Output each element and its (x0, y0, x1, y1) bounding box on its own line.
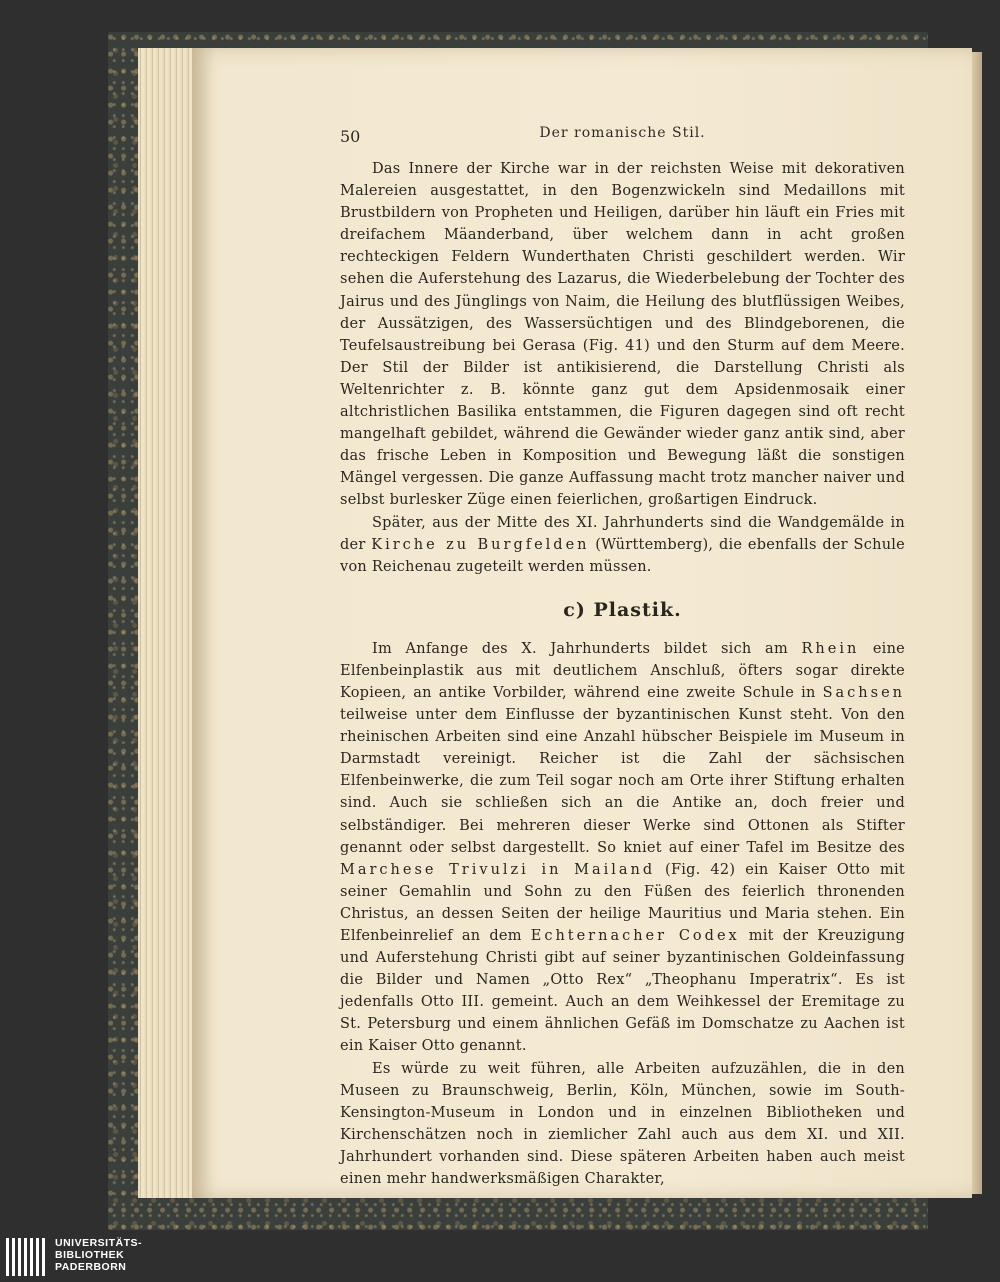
text-run: eine Elfenbeinplastik aus mit deutlichem Anschluß, öfters sogar direkte Kopieen, an antike Vorbilder, während eine zweite Schule in (340, 640, 905, 701)
spaced-place-name: Rhein (801, 640, 860, 657)
spaced-place-name: Echternacher Codex (530, 928, 740, 944)
page-right-edge (972, 52, 982, 1194)
logo-text-line: UNIVERSITÄTS- (55, 1237, 143, 1249)
page-header (340, 125, 905, 151)
logo-text-line: PADERBORN (55, 1261, 127, 1273)
text-run: mit der Kreuzigung und Auferstehung Christi gibt auf seiner byzantinischen Goldeinfassung die Bilder und Namen „Otto Rex“ „Theophanu Imperatrix“. Es ist jedenfalls Otto III. gemeint. Auch an dem Weihkessel der Eremitage zu St. Petersburg und einem ähnlichen Gefäß im Domschatze zu Aachen ist ein Kaiser Otto genannt. (340, 928, 905, 1055)
spaced-place-name: Marchese Trivulzi in Mailand (340, 861, 656, 878)
paragraph-burgfelden (340, 512, 905, 578)
running-head: Der romanische Stil. (539, 125, 706, 141)
text-run: (Württemberg), die ebenfalls der Schule von Reichenau zugeteilt werden müssen. (340, 536, 905, 575)
spaced-place-name: Kirche zu Burgfelden (371, 536, 590, 553)
page-number: 50 (340, 127, 361, 146)
library-logo-icon (6, 1238, 46, 1276)
body-text (340, 158, 905, 1190)
paragraph-museums: Es würde zu weit führen, alle Arbeiten aufzuzählen, die in den Museen zu Braunschweig, Berlin, Köln, München, sowie im South-Kensington-Museum in London und in einzelnen Bibliotheken und Kirchenschätzen noch in ziemlicher Zahl auch aus dem XI. und XII. Jahrhundert vorhanden sind. Diese späteren Arbeiten haben auch meist einen mehr handwerksmäßigen Charakter, (340, 1060, 905, 1188)
paragraph-church-interior: Das Innere der Kirche war in der reichsten Weise mit dekorativen Malereien ausgestattet, in den Bogenzwickeln sind Medaillons mit Brustbildern von Propheten und Heiligen, darüber hin läuft ein Fries mit dreifachem Mäanderband, über welchem dann in acht großen rechteckigen Feldern Wunderthaten Christi geschildert werden. Wir sehen die Auferstehung des Lazarus, die Wiederbelebung der Tochter des Jairus und des Jünglings von Naim, die Heilung des blutflüssigen Weibes, der Aussätzigen, des Wassersüchtigen und des Blindgeborenen, die Teufelsaustreibung bei Gerasa (Fig. 41) und den Sturm auf dem Meere. Der Stil der Bilder ist antikisierend, die Darstellung Christi als Weltenrichter z. B. könnte ganz gut dem Apsidenmosaik einer altchristlichen Basilika entstammen, die Figuren dagegen sind oft recht mangelhaft gebildet, während die Gewänder wieder ganz antik sind, aber das frische Leben in Komposition und Bewegung läßt die sonstigen Mängel vergessen. Die ganze Auffassung macht trotz mancher naiver und selbst burlesker Züge einen feierlichen, großartigen Eindruck. (340, 161, 905, 509)
page-stack-edge (138, 48, 198, 1198)
logo-text-line: BIBLIOTHEK (55, 1249, 125, 1261)
text-run: Später, aus der Mitte des XI. Jahrhunderts sind die Wandgemälde in der (340, 514, 905, 553)
text-run: teilweise unter dem Einflusse der byzantinischen Kunst steht. Von den rheinischen Arbeiten sind eine Anzahl hübscher Beispiele im Museum in Darmstadt vereinigt. Reicher ist die Zahl der sächsischen Elfenbeinwerke, die zum Teil sogar noch am Orte ihrer Stiftung erhalten sind. Auch sie schließen sich an die Antike an, doch freier und selbständiger. Bei mehreren dieser Werke sind Ottonen als Stifter genannt oder selbst dargestellt. So kniet auf einer Tafel im Besitze des (340, 707, 905, 856)
text-run: Im Anfange des X. Jahrhunderts bildet sich am (372, 640, 802, 657)
library-logo (0, 1230, 200, 1282)
spaced-place-name: Sachsen (822, 684, 905, 701)
paragraph-ivory-sculpture (340, 638, 905, 1058)
section-heading: c) Plastik. (563, 598, 682, 621)
text-run: (Fig. 42) ein Kaiser Otto mit seiner Gemahlin und Sohn zu den Füßen des feierlich thronenden Christus, an dessen Seiten der heilige Mauritius und Maria stehen. Ein Elfenbeinrelief an dem (340, 861, 905, 944)
